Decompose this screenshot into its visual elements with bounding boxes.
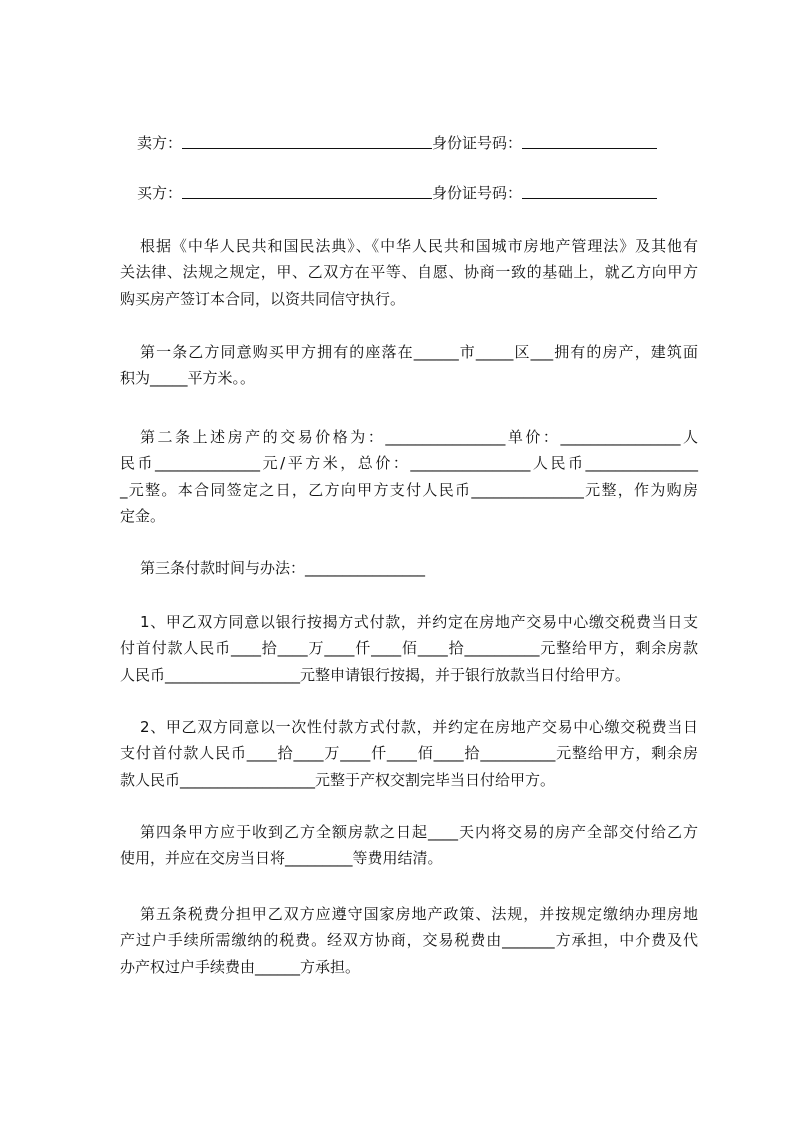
seller-label: 卖方： <box>137 134 183 152</box>
paragraph-line: 款人民币__________________元整于产权交割完毕当日付给甲方。 <box>120 770 556 789</box>
paragraph-article-1 <box>120 339 698 392</box>
paragraph-line: 2、甲乙双方同意以一次性付款方式付款，并约定在房地产交易中心缴交税费当日 <box>140 718 698 736</box>
paragraph-line: 第一条乙方同意购买甲方拥有的座落在______市_____区___拥有的房产，建筑面 <box>140 343 698 361</box>
paragraph-clause-1 <box>120 609 698 688</box>
paragraph-line: _元整。本合同签定之日，乙方向甲方支付人民币_______________元整，作为购房 <box>120 480 698 499</box>
paragraph-line: 办产权过户手续费由______方承担。 <box>120 957 361 976</box>
seller-name-field[interactable] <box>182 134 432 149</box>
paragraph-line: 关法律、法规之规定，甲、乙双方在平等、自愿、协商一致的基础上，就乙方向甲方 <box>120 263 698 282</box>
seller-id-label: 身份证号码： <box>432 134 523 152</box>
paragraph-line: 第三条付款时间与办法：________________ <box>140 559 426 577</box>
paragraph-line: 人民币__________________元整申请银行按揭，并于银行放款当日付给甲方。 <box>120 665 631 684</box>
paragraph-line: 第五条税费分担甲乙双方应遵守国家房地产政策、法规，并按规定缴纳办理房地 <box>140 905 698 923</box>
paragraph-line: 第四条甲方应于收到乙方全额房款之日起____天内将交易的房产全部交付给乙方 <box>140 823 698 841</box>
seller-line <box>137 130 657 156</box>
paragraph-line: 定金。 <box>120 507 166 526</box>
paragraph-article-3 <box>120 555 698 581</box>
paragraph-article-2 <box>120 424 698 530</box>
paragraph-line: 使用，并应在交房当日将_________等费用结清。 <box>120 849 443 868</box>
paragraph-line: 付首付款人民币____拾____万____仟____佰____拾__________元整给甲方，剩余房款 <box>120 639 698 658</box>
buyer-name-field[interactable] <box>182 184 432 199</box>
paragraph-preamble <box>120 233 698 312</box>
buyer-id-field[interactable] <box>522 184 657 199</box>
paragraph-line: 1、甲乙双方同意以银行按揭方式付款，并约定在房地产交易中心缴交税费当日支 <box>140 613 698 631</box>
paragraph-line: 第二条上述房产的交易价格为：________________单价：________________人 <box>140 428 698 446</box>
paragraph-line: 民币______________元/平方米，总价：________________人民币_______________ <box>120 454 698 473</box>
buyer-id-label: 身份证号码： <box>432 184 523 202</box>
paragraph-article-5 <box>120 901 698 980</box>
paragraph-line: 购买房产签订本合同，以资共同信守执行。 <box>120 289 406 308</box>
seller-id-field[interactable] <box>522 134 657 149</box>
buyer-line <box>137 180 657 206</box>
paragraph-line: 产过户手续所需缴纳的税费。经双方协商，交易税费由_______方承担，中介费及代 <box>120 931 698 950</box>
paragraph-article-4 <box>120 819 698 872</box>
paragraph-line: 支付首付款人民币____拾____万____仟____佰____拾__________元整给甲方，剩余房 <box>120 744 698 763</box>
buyer-label: 买方： <box>137 184 183 202</box>
paragraph-line: 积为_____平方米。。 <box>120 369 256 388</box>
paragraph-clause-2 <box>120 714 698 793</box>
paragraph-line: 根据《中华人民共和国民法典》、《中华人民共和国城市房地产管理法》及其他有 <box>140 237 698 255</box>
